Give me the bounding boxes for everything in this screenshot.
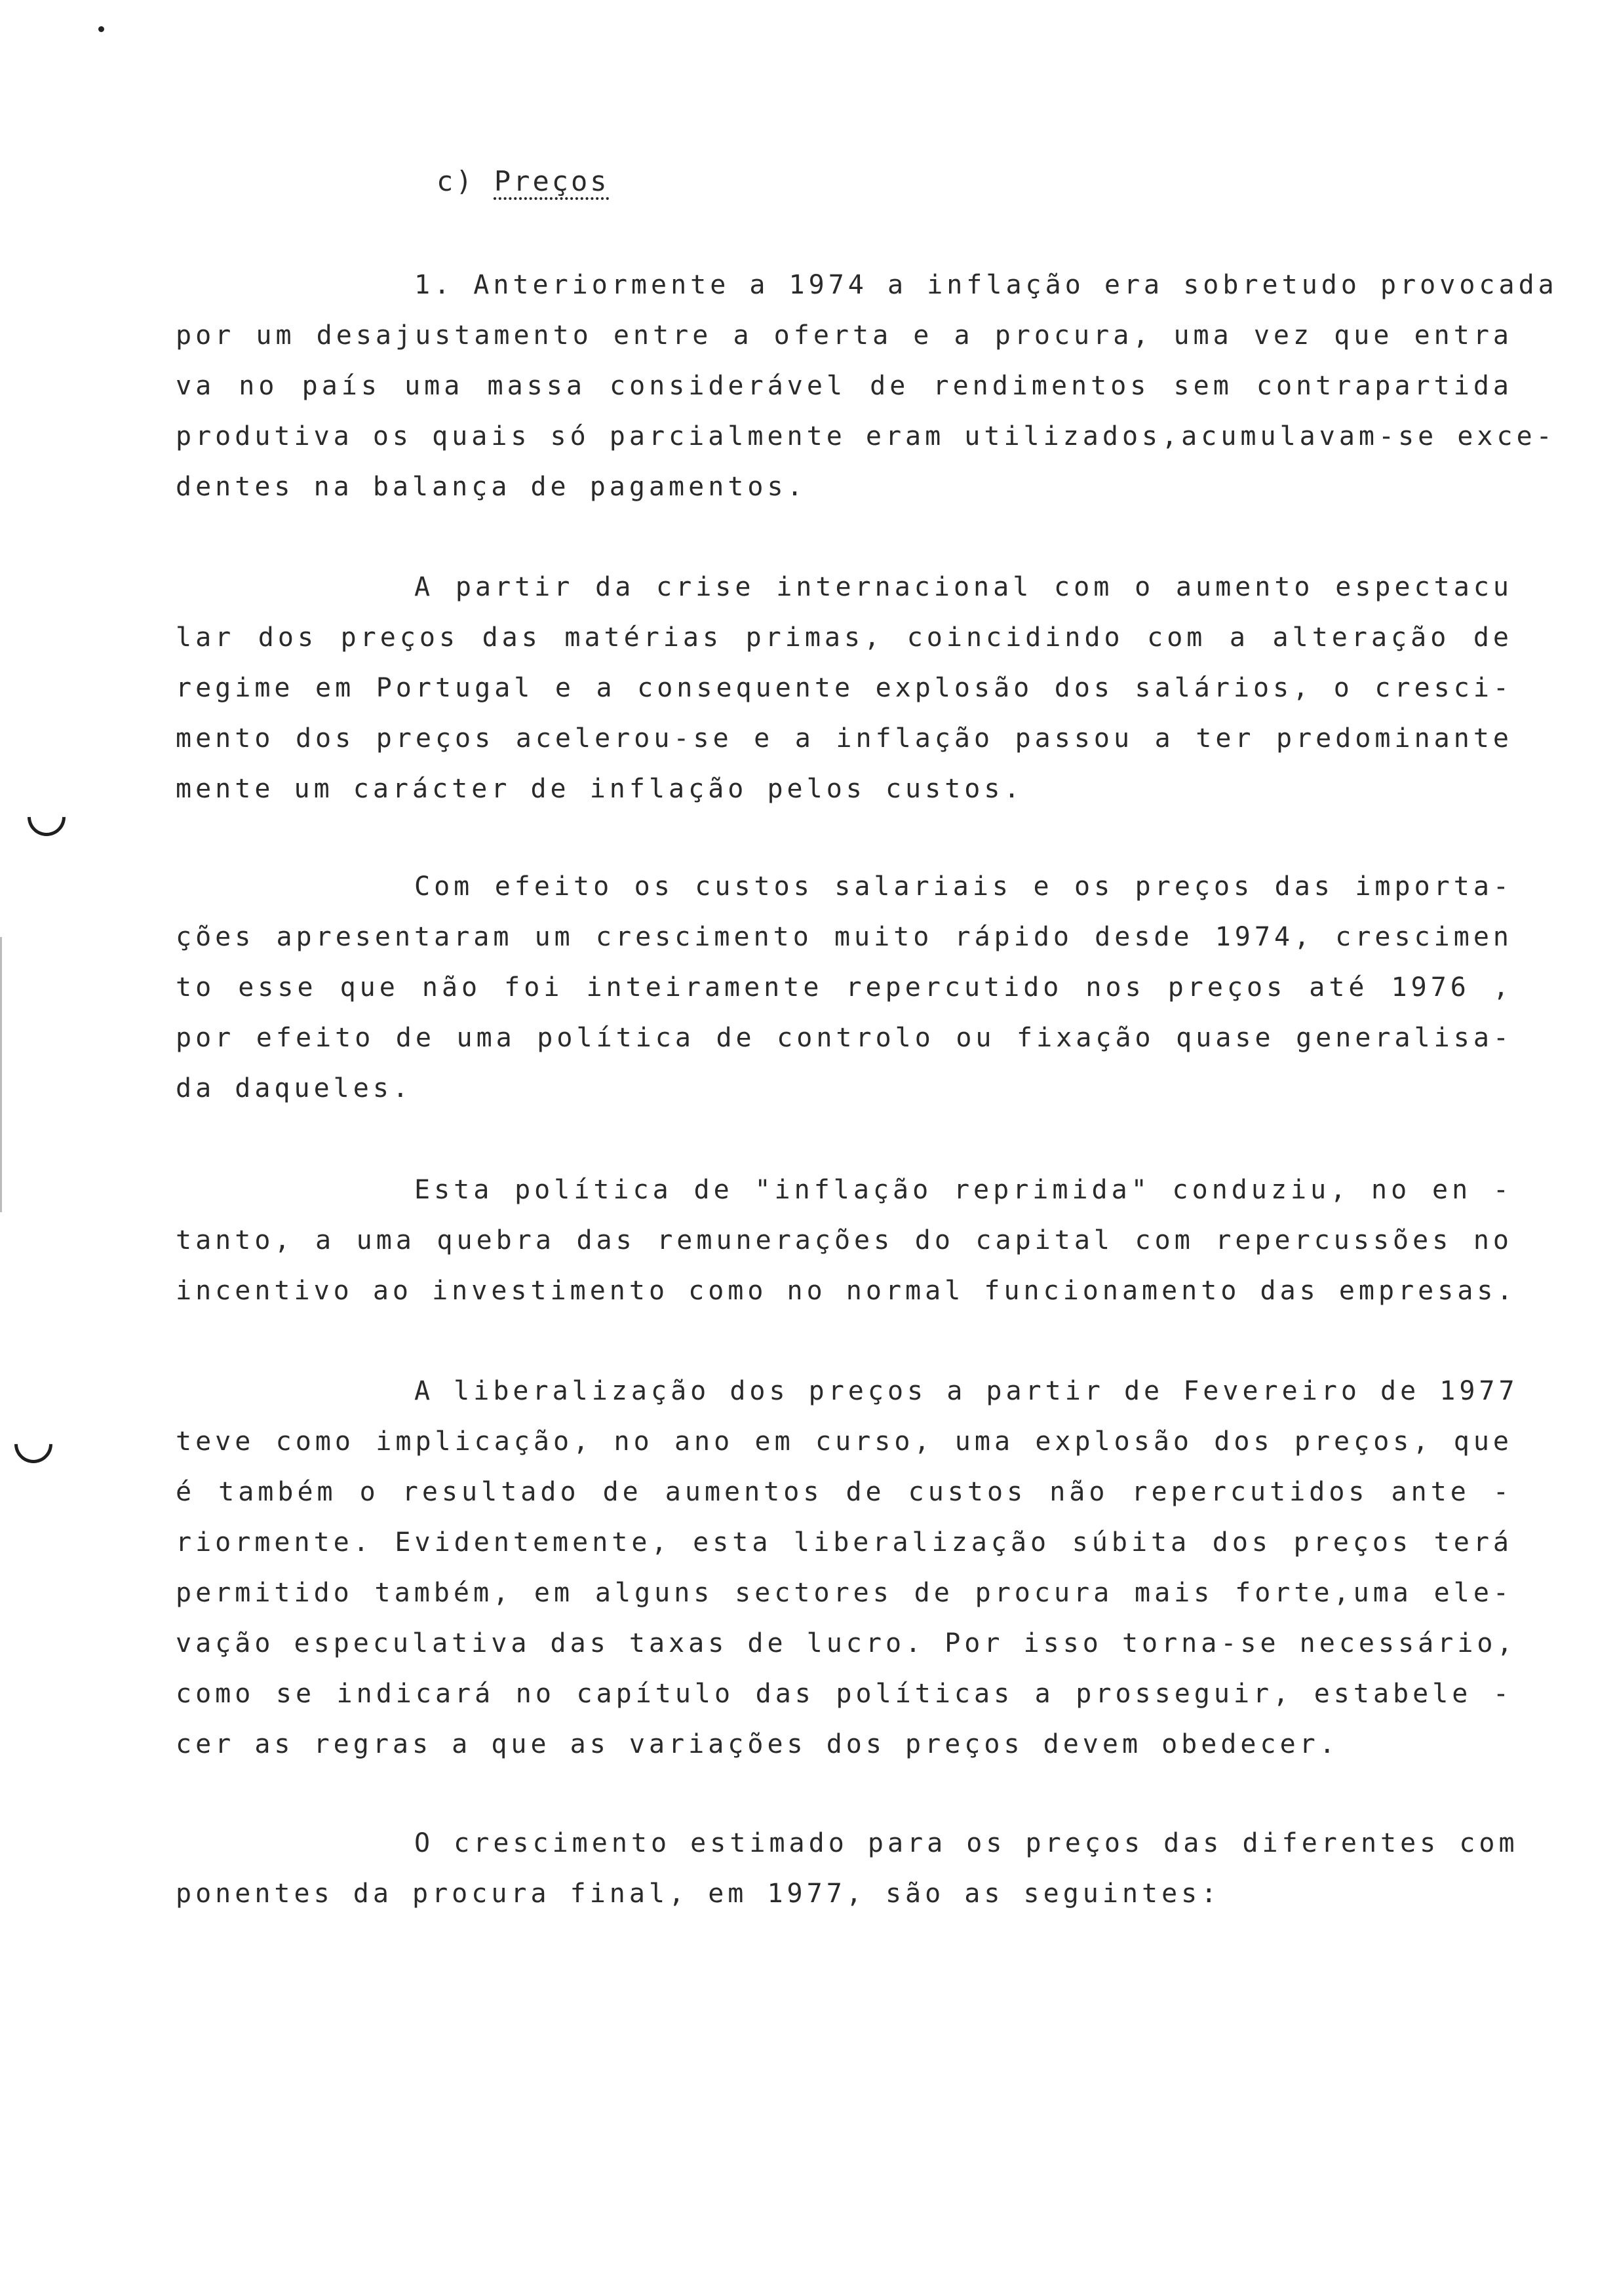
text-line: cer as regras a que as variações dos preços devem obedecer. [176, 1729, 1339, 1759]
text-line: produtiva os quais só parcialmente eram utilizados,acumulavam-se exce- [176, 421, 1556, 451]
paragraph-2 [176, 562, 1513, 814]
text-line: dentes na balança de pagamentos. [176, 472, 807, 502]
paragraph-5 [176, 1366, 1519, 1770]
text-line: vação especulativa das taxas de lucro. Por isso torna-se necessário, [176, 1628, 1517, 1658]
text-line: mento dos preços acelerou-se e a inflação passou a ter predominante [176, 723, 1513, 754]
text-line: por efeito de uma política de controlo ou fixação quase generalisa- [176, 1023, 1513, 1053]
text-line: mente um carácter de inflação pelos custos. [176, 774, 1024, 804]
text-line: incentivo ao investimento como no normal funcionamento das empresas. [176, 1276, 1517, 1306]
text-line: permitido também, em alguns sectores de procura mais forte,uma ele- [176, 1578, 1513, 1608]
paragraph-1 [176, 260, 1558, 512]
text-line: ções apresentaram um crescimento muito rápido desde 1974, crescimen [176, 922, 1513, 952]
section-heading [437, 165, 610, 197]
text-line: teve como implicação, no ano em curso, uma explosão dos preços, que [176, 1426, 1513, 1457]
section-marker: c) [437, 165, 475, 197]
scan-edge-mark [0, 937, 2, 1212]
text-line: ponentes da procura final, em 1977, são as seguintes: [176, 1879, 1221, 1909]
text-line: A partir da crise internacional com o aumento espectacu [414, 572, 1513, 602]
text-line: O crescimento estimado para os preços das diferentes com [414, 1828, 1519, 1858]
punch-hole-mark-upper [20, 790, 73, 844]
punch-hole-mark-lower [7, 1417, 60, 1471]
text-line: por um desajustamento entre a oferta e a procura, uma vez que entra [176, 320, 1513, 351]
text-line: é também o resultado de aumentos de custos não repercutidos ante - [176, 1477, 1513, 1507]
text-line: como se indicará no capítulo das políticas a prosseguir, estabele - [176, 1679, 1513, 1709]
text-line: Esta política de "inflação reprimida" conduziu, no en - [414, 1175, 1513, 1205]
paragraph-3 [176, 862, 1513, 1114]
text-line: A liberalização dos preços a partir de Fevereiro de 1977 [414, 1376, 1519, 1406]
text-line: Com efeito os custos salariais e os preços das importa- [414, 871, 1513, 902]
section-title: Preços [494, 165, 610, 197]
text-line: da daqueles. [176, 1073, 412, 1103]
text-line: lar dos preços das matérias primas, coincidindo com a alteração de [176, 622, 1513, 653]
text-line: va no país uma massa considerável de rendimentos sem contrapartida [176, 371, 1513, 401]
text-line: to esse que não foi inteiramente repercutido nos preços até 1976 , [176, 972, 1513, 1003]
scan-speck [98, 26, 104, 32]
text-line: 1. Anteriormente a 1974 a inflação era sobretudo provocada [414, 270, 1558, 300]
paragraph-4 [176, 1165, 1517, 1316]
text-line: regime em Portugal e a consequente explosão dos salários, o cresci- [176, 673, 1513, 703]
paragraph-6 [176, 1818, 1519, 1919]
text-line: riormente. Evidentemente, esta liberalização súbita dos preços terá [176, 1527, 1513, 1558]
text-line: tanto, a uma quebra das remunerações do capital com repercussões no [176, 1225, 1513, 1255]
